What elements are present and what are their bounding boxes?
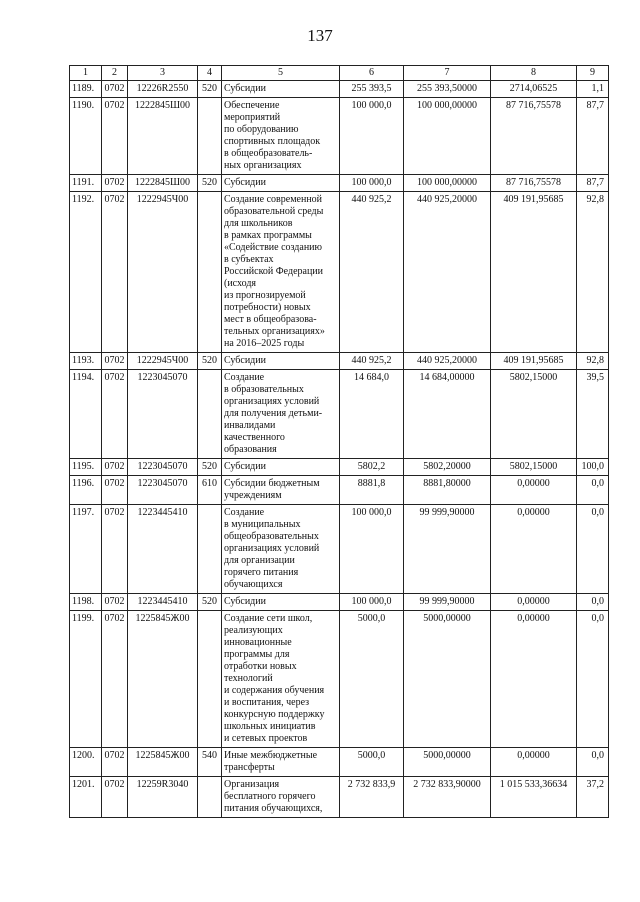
table-row: [70, 459, 609, 476]
target-article-code: 1223045070: [128, 459, 198, 476]
target-article-code: 1223045070: [128, 476, 198, 505]
column-header: 6: [340, 66, 404, 81]
value-col-6: 440 925,2: [340, 353, 404, 370]
row-number: 1198.: [70, 594, 102, 611]
item-name-line: мест в общеобразова-: [224, 314, 317, 325]
value-col-6: 255 393,5: [340, 81, 404, 98]
section-code: 0702: [102, 459, 128, 476]
item-name-line: в образовательных: [224, 384, 304, 395]
value-col-7: 440 925,20000: [404, 192, 491, 353]
item-name-line: Российской Федерации: [224, 266, 324, 277]
percent-executed: 100,0: [577, 459, 609, 476]
row-number: 1189.: [70, 81, 102, 98]
value-col-7: 99 999,90000: [404, 505, 491, 594]
section-code: 0702: [102, 175, 128, 192]
item-name: [222, 748, 340, 777]
value-col-6: 100 000,0: [340, 505, 404, 594]
target-article-code: 1225845Ж00: [128, 611, 198, 748]
value-col-7: 8881,80000: [404, 476, 491, 505]
percent-executed: 0,0: [577, 476, 609, 505]
item-name-line: для получения детьми-: [224, 408, 323, 419]
value-col-6: 100 000,0: [340, 594, 404, 611]
item-name-line: Иные межбюджетные: [224, 750, 318, 761]
section-code: 0702: [102, 777, 128, 818]
expense-type-code: 520: [198, 175, 222, 192]
target-article-code: 12226R2550: [128, 81, 198, 98]
value-col-6: 2 732 833,9: [340, 777, 404, 818]
expense-type-code: [198, 777, 222, 818]
percent-executed: 0,0: [577, 594, 609, 611]
section-code: 0702: [102, 353, 128, 370]
table-row: [70, 81, 609, 98]
header-row: [70, 66, 609, 81]
value-col-6: 100 000,0: [340, 175, 404, 192]
value-col-8: 409 191,95685: [491, 353, 577, 370]
column-header: 3: [128, 66, 198, 81]
target-article-code: 1222845Ш00: [128, 175, 198, 192]
item-name-line: Создание современной: [224, 194, 323, 205]
value-col-7: 99 999,90000: [404, 594, 491, 611]
table-row: [70, 594, 609, 611]
value-col-8: 1 015 533,36634: [491, 777, 577, 818]
value-col-8: 409 191,95685: [491, 192, 577, 353]
percent-executed: 1,1: [577, 81, 609, 98]
table-row: [70, 748, 609, 777]
table-row: [70, 98, 609, 175]
item-name-line: конкурсную поддержку: [224, 709, 325, 720]
row-number: 1194.: [70, 370, 102, 459]
item-name-line: реализующих: [224, 625, 283, 636]
value-col-6: 5802,2: [340, 459, 404, 476]
item-name: [222, 777, 340, 818]
value-col-6: 440 925,2: [340, 192, 404, 353]
item-name-line: Создание: [224, 372, 265, 383]
item-name-line: горячего питания: [224, 567, 299, 578]
value-col-7: 440 925,20000: [404, 353, 491, 370]
expense-type-code: 540: [198, 748, 222, 777]
row-number: 1197.: [70, 505, 102, 594]
item-name-line: Организация: [224, 779, 280, 790]
value-col-8: 5802,15000: [491, 370, 577, 459]
percent-executed: 0,0: [577, 748, 609, 777]
expense-type-code: [198, 192, 222, 353]
section-code: 0702: [102, 611, 128, 748]
item-name-line: инвалидами: [224, 420, 276, 431]
target-article-code: 1222945Ч00: [128, 353, 198, 370]
target-article-code: 12259R3040: [128, 777, 198, 818]
section-code: 0702: [102, 370, 128, 459]
value-col-6: 100 000,0: [340, 98, 404, 175]
item-name-line: Субсидии бюджетным: [224, 478, 320, 489]
row-number: 1196.: [70, 476, 102, 505]
item-name-line: и сетевых проектов: [224, 733, 308, 744]
item-name-line: Субсидии: [224, 596, 266, 607]
expense-type-code: 520: [198, 353, 222, 370]
value-col-7: 5000,00000: [404, 748, 491, 777]
value-col-8: 87 716,75578: [491, 98, 577, 175]
expense-type-code: [198, 98, 222, 175]
value-col-7: 100 000,00000: [404, 98, 491, 175]
item-name-line: в субъектах: [224, 254, 274, 265]
item-name-line: для школьников: [224, 218, 293, 229]
item-name-line: общеобразовательных: [224, 531, 319, 542]
table-row: [70, 370, 609, 459]
percent-executed: 87,7: [577, 175, 609, 192]
table-row: [70, 353, 609, 370]
section-code: 0702: [102, 505, 128, 594]
item-name-line: питания обучающихся,: [224, 803, 323, 814]
section-code: 0702: [102, 192, 128, 353]
item-name-line: отработки новых: [224, 661, 297, 672]
item-name-line: образовательной среды: [224, 206, 324, 217]
item-name-line: Субсидии: [224, 355, 266, 366]
item-name-line: учреждениям: [224, 490, 282, 501]
item-name-line: в рамках программы: [224, 230, 312, 241]
value-col-7: 255 393,50000: [404, 81, 491, 98]
value-col-6: 14 684,0: [340, 370, 404, 459]
target-article-code: 1222845Ш00: [128, 98, 198, 175]
item-name-line: школьных инициатив: [224, 721, 316, 732]
item-name-line: организациях условий: [224, 543, 320, 554]
item-name-line: в общеобразователь-: [224, 148, 313, 159]
item-name: [222, 353, 340, 370]
item-name-line: Субсидии: [224, 177, 266, 188]
expense-type-code: 520: [198, 594, 222, 611]
item-name-line: на 2016–2025 годы: [224, 338, 305, 349]
percent-executed: 0,0: [577, 611, 609, 748]
item-name-line: Создание: [224, 507, 265, 518]
item-name: [222, 175, 340, 192]
item-name-line: ных организациях: [224, 160, 302, 171]
item-name-line: качественного: [224, 432, 285, 443]
item-name-line: тельных организациях»: [224, 326, 325, 337]
value-col-6: 5000,0: [340, 748, 404, 777]
expense-type-code: 610: [198, 476, 222, 505]
item-name: [222, 459, 340, 476]
item-name: [222, 611, 340, 748]
item-name-line: «Содействие созданию: [224, 242, 322, 253]
item-name-line: и содержания обучения: [224, 685, 325, 696]
table-row: [70, 192, 609, 353]
value-col-8: 0,00000: [491, 476, 577, 505]
item-name-line: Создание сети школ,: [224, 613, 313, 624]
item-name: [222, 81, 340, 98]
target-article-code: 1225845Ж00: [128, 748, 198, 777]
item-name-line: технологий: [224, 673, 273, 684]
item-name-line: программы для: [224, 649, 290, 660]
value-col-7: 5000,00000: [404, 611, 491, 748]
table-row: [70, 476, 609, 505]
item-name-line: в муниципальных: [224, 519, 301, 530]
column-header: 5: [222, 66, 340, 81]
item-name: [222, 594, 340, 611]
expense-type-code: 520: [198, 459, 222, 476]
row-number: 1199.: [70, 611, 102, 748]
item-name-line: потребности) новых: [224, 302, 311, 313]
item-name-line: Субсидии: [224, 461, 266, 472]
section-code: 0702: [102, 594, 128, 611]
page-number: 137: [307, 26, 333, 45]
value-col-8: 5802,15000: [491, 459, 577, 476]
item-name-line: Субсидии: [224, 83, 266, 94]
value-col-7: 5802,20000: [404, 459, 491, 476]
item-name-line: Обеспечение: [224, 100, 280, 111]
percent-executed: 0,0: [577, 505, 609, 594]
item-name-line: из прогнозируемой: [224, 290, 306, 301]
target-article-code: 1223045070: [128, 370, 198, 459]
value-col-8: 87 716,75578: [491, 175, 577, 192]
item-name-line: по оборудованию: [224, 124, 299, 135]
section-code: 0702: [102, 98, 128, 175]
value-col-6: 5000,0: [340, 611, 404, 748]
item-name-line: для организации: [224, 555, 295, 566]
item-name-line: образования: [224, 444, 277, 455]
percent-executed: 39,5: [577, 370, 609, 459]
item-name: [222, 192, 340, 353]
table-row: [70, 777, 609, 818]
row-number: 1193.: [70, 353, 102, 370]
expense-type-code: [198, 611, 222, 748]
row-number: 1190.: [70, 98, 102, 175]
value-col-8: 0,00000: [491, 611, 577, 748]
value-col-6: 8881,8: [340, 476, 404, 505]
row-number: 1200.: [70, 748, 102, 777]
item-name-line: бесплатного горячего: [224, 791, 316, 802]
budget-table: [69, 65, 609, 818]
item-name: [222, 98, 340, 175]
column-header: 7: [404, 66, 491, 81]
section-code: 0702: [102, 748, 128, 777]
value-col-8: 0,00000: [491, 594, 577, 611]
percent-executed: 92,8: [577, 353, 609, 370]
item-name: [222, 370, 340, 459]
table-row: [70, 505, 609, 594]
column-header: 9: [577, 66, 609, 81]
item-name-line: (исходя: [224, 278, 257, 289]
expense-type-code: [198, 370, 222, 459]
item-name-line: мероприятий: [224, 112, 281, 123]
table-row: [70, 175, 609, 192]
value-col-7: 14 684,00000: [404, 370, 491, 459]
percent-executed: 37,2: [577, 777, 609, 818]
item-name-line: инновационные: [224, 637, 292, 648]
row-number: 1195.: [70, 459, 102, 476]
item-name: [222, 505, 340, 594]
column-header: 4: [198, 66, 222, 81]
expense-type-code: 520: [198, 81, 222, 98]
table-row: [70, 611, 609, 748]
value-col-8: 2714,06525: [491, 81, 577, 98]
section-code: 0702: [102, 476, 128, 505]
section-code: 0702: [102, 81, 128, 98]
target-article-code: 1223445410: [128, 594, 198, 611]
value-col-8: 0,00000: [491, 748, 577, 777]
value-col-8: 0,00000: [491, 505, 577, 594]
column-header: 8: [491, 66, 577, 81]
expense-type-code: [198, 505, 222, 594]
row-number: 1192.: [70, 192, 102, 353]
item-name-line: организациях условий: [224, 396, 320, 407]
item-name-line: обучающихся: [224, 579, 283, 590]
row-number: 1191.: [70, 175, 102, 192]
row-number: 1201.: [70, 777, 102, 818]
item-name: [222, 476, 340, 505]
item-name-line: трансферты: [224, 762, 275, 773]
item-name-line: и воспитания, через: [224, 697, 310, 708]
percent-executed: 87,7: [577, 98, 609, 175]
value-col-7: 2 732 833,90000: [404, 777, 491, 818]
value-col-7: 100 000,00000: [404, 175, 491, 192]
target-article-code: 1223445410: [128, 505, 198, 594]
column-header: 2: [102, 66, 128, 81]
target-article-code: 1222945Ч00: [128, 192, 198, 353]
percent-executed: 92,8: [577, 192, 609, 353]
column-header: 1: [70, 66, 102, 81]
item-name-line: спортивных площадок: [224, 136, 321, 147]
